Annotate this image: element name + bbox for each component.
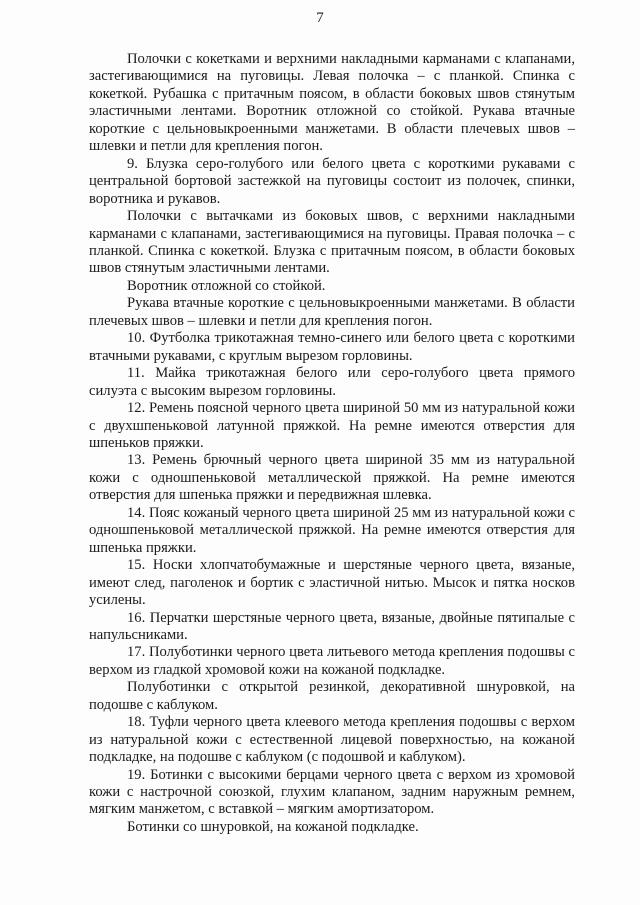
paragraph: 10. Футболка трикотажная темно-синего или белого цвета с короткими втачными рукавами, с круглым вырезом горловины. [89, 330, 575, 364]
paragraph: 13. Ремень брючный черного цвета шириной 35 мм из натуральной кожи с одношпеньковой металлической пряжкой. На ремне имеются отверстия для шпенька пряжки и передвижная шлевка. [89, 452, 575, 504]
paragraph: 12. Ремень поясной черного цвета шириной 50 мм из натуральной кожи с двухшпеньковой латунной пряжкой. На ремне имеются отверстия для шпеньков пряжки. [89, 400, 575, 451]
paragraph: Полочки с кокетками и верхними накладными карманами с клапанами, застегивающимися на пуговицы. Левая полочка – с планкой. Спинка с кокеткой. Рубашка с притачным поясом, в области боковых швов стянутым эластичными лентами. Воротник отложной со стойкой. Рукава втачные короткие с цельновыкроенными манжетами. В области плечевых швов – шлевки и петли для крепления погон. [89, 51, 575, 155]
paragraph: 16. Перчатки шерстяные черного цвета, вязаные, двойные пятипалые с напульсниками. [89, 609, 575, 643]
paragraph: Воротник отложной со стойкой. [127, 277, 326, 294]
paragraph: 19. Ботинки с высокими берцами черного цвета с верхом из хромовой кожи с настрочной союзкой, глухим клапаном, задним наружным ремнем, мягким манжетом, с вставкой – мягким амортизатором. [89, 766, 575, 818]
paragraph: 14. Пояс кожаный черного цвета шириной 25 мм из натуральной кожи с одношпеньковой металлической пряжкой. На ремне имеются отверстия для шпенька пряжки. [89, 504, 575, 556]
paragraph: 9. Блузка серо-голубого или белого цвета с короткими рукавами с центральной бортовой застежкой на пуговицы состоит из полочек, спинки, воротника и рукавов. [89, 155, 575, 207]
paragraph: Полуботинки с открытой резинкой, декоративной шнуровкой, на подошве с каблуком. [89, 679, 575, 713]
paragraph: 11. Майка трикотажная белого или серо-голубого цвета прямого силуэта с высоким вырезом горловины. [89, 365, 575, 399]
paragraph: Ботинки со шнуровкой, на кожаной подкладке. [127, 818, 419, 835]
page-number: 7 [316, 10, 324, 26]
paragraph: 18. Туфли черного цвета клеевого метода крепления подошвы с верхом из натуральной кожи с естественной лицевой поверхностью, на кожаной подкладке, на подошве с каблуком (с подошвой и каблуком). [89, 714, 575, 766]
document-body [89, 51, 575, 836]
paragraph: Полочки с вытачками из боковых швов, с верхними накладными карманами с клапанами, застегивающимися на пуговицы. Правая полочка – с планкой. Спинка с кокеткой. Блузка с притачным поясом, в области боковых швов стянутым эластичными лентами. [89, 208, 575, 277]
paragraph: Рукава втачные короткие с цельновыкроенными манжетами. В области плечевых швов – шлевки и петли для крепления погон. [89, 295, 575, 329]
paragraph: 15. Носки хлопчатобумажные и шерстяные черного цвета, вязаные, имеют след, паголенок и бортик с эластичной нитью. Мысок и пятка носков усилены. [89, 557, 575, 609]
paragraph: 17. Полуботинки черного цвета литьевого метода крепления подошвы с верхом из гладкой хромовой кожи на кожаной подкладке. [89, 644, 575, 678]
